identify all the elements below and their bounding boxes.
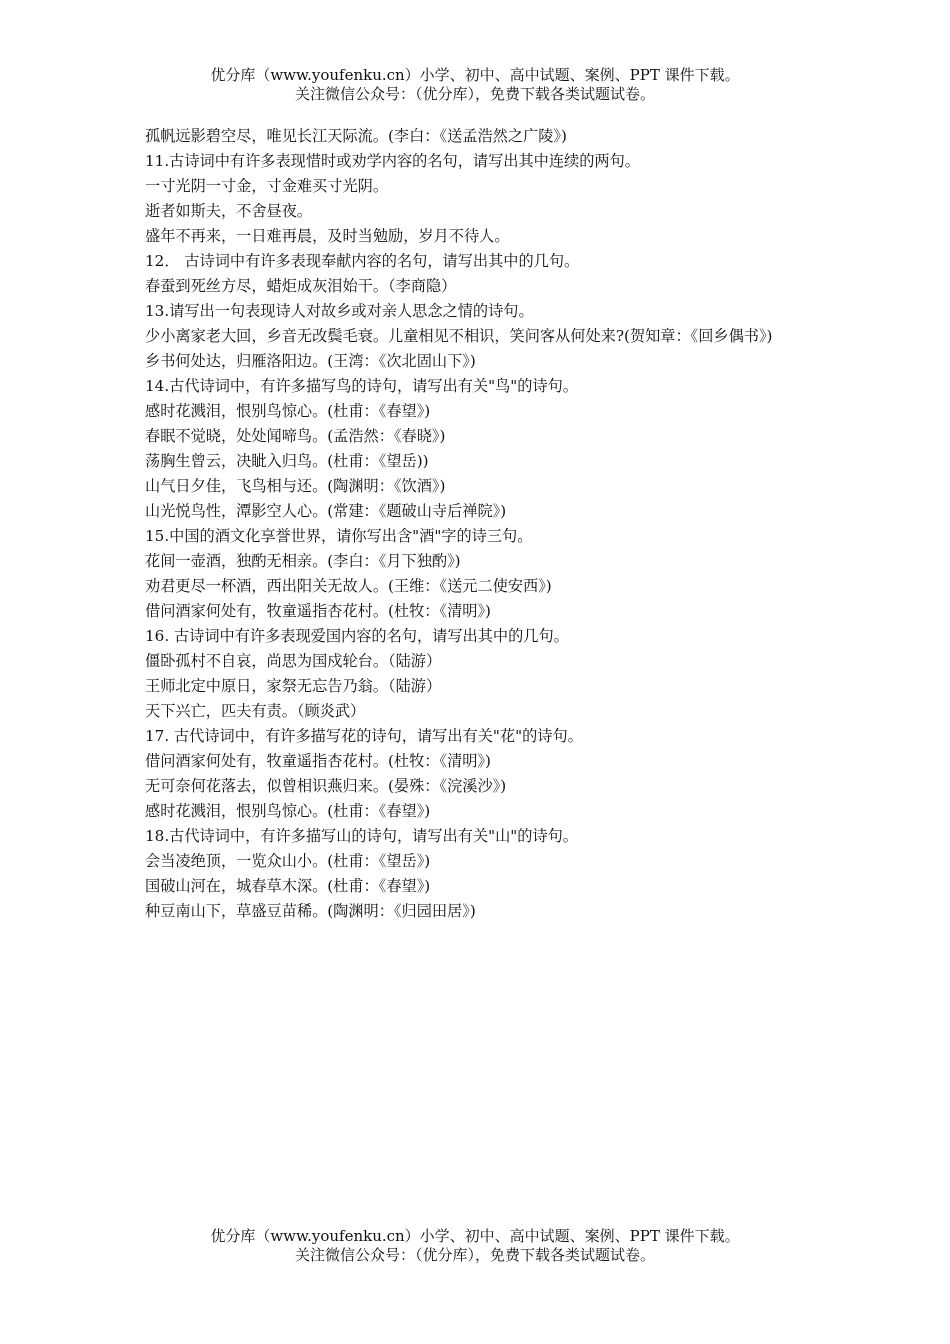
text-line: 盛年不再来，一日难再晨，及时当勉励，岁月不待人。 [145,227,510,245]
text-line: 劝君更尽一杯酒，西出阳关无故人。(王维：《送元二使安西》) [145,577,552,595]
text-line: 少小离家老大回，乡音无改鬓毛衰。儿童相见不相识，笑问客从何处来?(贺知章：《回乡偶书》) [145,327,773,345]
text-line: 国破山河在，城春草木深。(杜甫：《春望》) [145,877,431,895]
page-footer [0,1227,950,1265]
text-line: 天下兴亡，匹夫有责。（顾炎武） [145,702,366,720]
text-line: 乡书何处达，归雁洛阳边。(王湾：《次北固山下》) [145,352,476,370]
page-header [0,66,950,104]
text-line: 感时花溅泪，恨别鸟惊心。(杜甫：《春望》) [145,802,431,820]
question-line: 18.古代诗词中，有许多描写山的诗句，请写出有关"山"的诗句。 [145,827,578,845]
question-line: 13.请写出一句表现诗人对故乡或对亲人思念之情的诗句。 [145,302,534,320]
header-line-2: 关注微信公众号：（优分库），免费下载各类试题试卷。 [294,85,655,103]
text-line: 逝者如斯夫，不舍昼夜。 [145,202,313,220]
text-line: 无可奈何花落去，似曾相识燕归来。(晏殊：《浣溪沙》) [145,777,507,795]
text-line: 感时花溅泪，恨别鸟惊心。(杜甫：《春望》) [145,402,431,420]
question-line: 11.古诗词中有许多表现惜时或劝学内容的名句，请写出其中连续的两句。 [145,152,640,170]
text-line: 王师北定中原日，家祭无忘告乃翁。（陆游） [145,677,442,695]
text-line: 一寸光阴一寸金，寸金难买寸光阴。 [145,177,388,195]
text-line: 花间一壶酒，独酌无相亲。(李白：《月下独酌》) [145,552,461,570]
text-line: 会当凌绝顶，一览众山小。(杜甫：《望岳》) [145,852,431,870]
header-line-1: 优分库（www.youfenku.cn）小学、初中、高中试题、案例、PPT 课件下载。 [210,66,740,84]
text-line: 借问酒家何处有，牧童遥指杏花村。(杜牧：《清明》) [145,752,491,770]
document-body [145,124,805,924]
text-line: 孤帆远影碧空尽，唯见长江天际流。(李白：《送孟浩然之广陵》) [145,127,567,145]
question-line: 16. 古诗词中有许多表现爱国内容的名句，请写出其中的几句。 [145,627,569,645]
question-line: 14.古代诗词中，有许多描写鸟的诗句，请写出有关"鸟"的诗句。 [145,377,578,395]
question-line: 12． 古诗词中有许多表现奉献内容的名句，请写出其中的几句。 [145,252,580,270]
question-line: 17. 古代诗词中，有许多描写花的诗句，请写出有关"花"的诗句。 [145,727,583,745]
text-line: 借问酒家何处有，牧童遥指杏花村。(杜牧：《清明》) [145,602,491,620]
text-line: 种豆南山下，草盛豆苗稀。(陶渊明：《归园田居》) [145,902,476,920]
question-line: 15.中国的酒文化享誉世界，请你写出含"酒"字的诗三句。 [145,527,533,545]
text-line: 春眠不觉晓，处处闻啼鸟。(孟浩然：《春晓》) [145,427,446,445]
footer-line-2: 关注微信公众号：（优分库），免费下载各类试题试卷。 [294,1246,655,1264]
text-line: 山光悦鸟性，潭影空人心。(常建：《题破山寺后禅院》) [145,502,507,520]
footer-line-1: 优分库（www.youfenku.cn）小学、初中、高中试题、案例、PPT 课件下载。 [210,1227,740,1245]
text-line: 荡胸生曾云，决眦入归鸟。(杜甫：《望岳)) [145,452,429,470]
text-line: 春蚕到死丝方尽，蜡炬成灰泪始干。（李商隐） [145,277,457,295]
text-line: 山气日夕佳，飞鸟相与还。(陶渊明：《饮酒》) [145,477,446,495]
text-line: 僵卧孤村不自哀，尚思为国戍轮台。（陆游） [145,652,442,670]
